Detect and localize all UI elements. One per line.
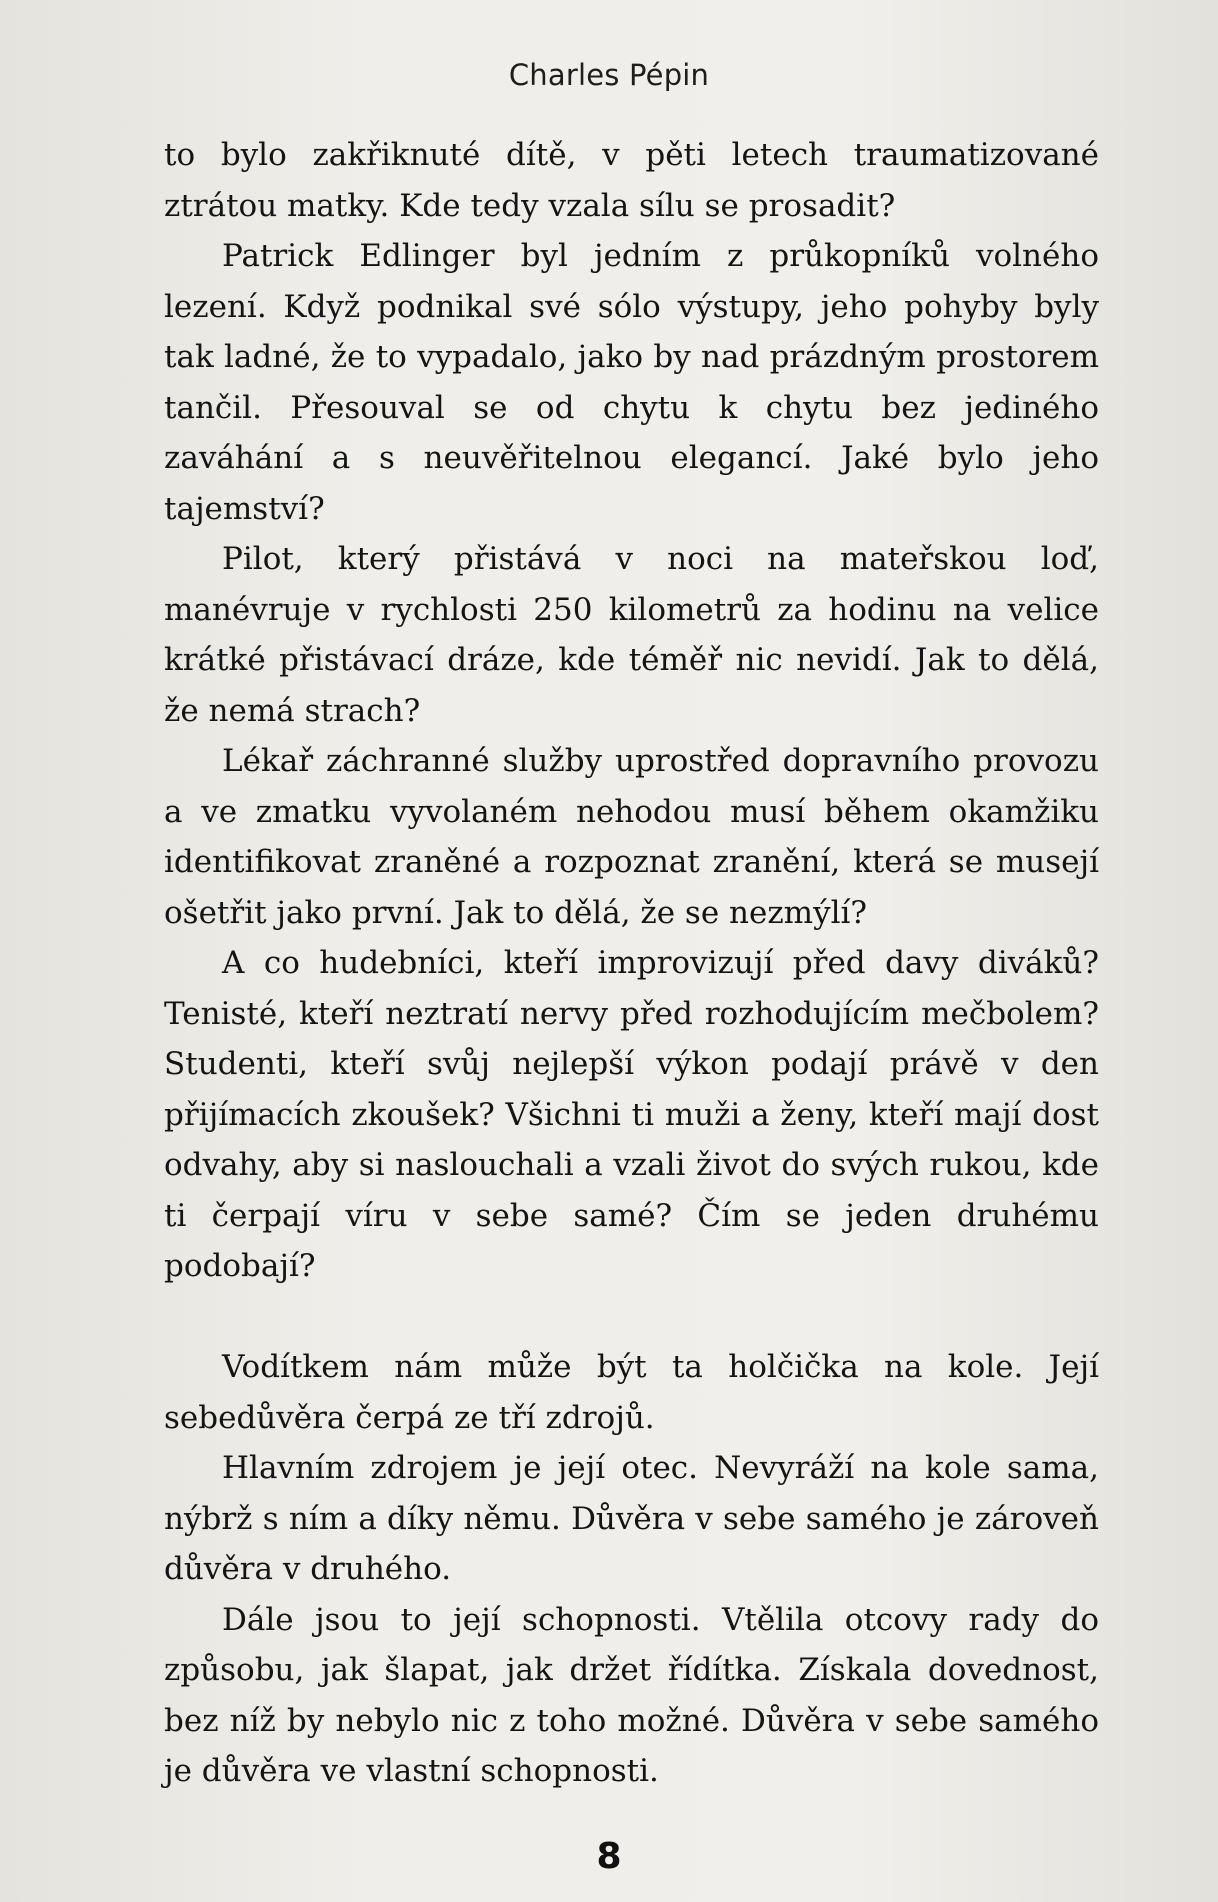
paragraph-1: to bylo zakřiknuté dítě, v pěti letech traumatizované ztrátou matky. Kde tedy vzala sílu se prosadit? <box>164 137 1099 224</box>
page-number: 8 <box>596 1836 622 1877</box>
paragraph-3: Pilot, který přistává v noci na mateřskou loď, manévruje v rychlosti 250 kilometrů za hodinu na velice krátké přistávací dráze, kde téměř nic nevidí. Jak to dělá, že nemá strach? <box>164 541 1099 729</box>
paragraph-7: Hlavním zdrojem je její otec. Nevyráží na kole sama, nýbrž s ním a díky němu. Důvěra v sebe samého je zároveň důvěra v druhého. <box>164 1450 1099 1587</box>
paragraph-2: Patrick Edlinger byl jedním z průkopníků volného lezení. Když podnikal své sólo výstupy, jeho pohyby byly tak ladné, že to vypadalo, jako by nad prázdným prostorem tančil. Přesouval se od chytu k chytu bez jediného zaváhání a s neuvěřitelnou elegancí. Jaké bylo jeho tajemství? <box>164 238 1099 527</box>
paragraph-8: Dále jsou to její schopnosti. Vtělila otcovy rady do způsobu, jak šlapat, jak držet řídítka. Získala dovednost, bez níž by nebylo nic z toho možné. Důvěra v sebe samého je důvěra ve vlastní schopnosti. <box>164 1601 1099 1789</box>
paragraph-6: Vodítkem nám může být ta holčička na kole. Její sebedůvěra čerpá ze tří zdrojů. <box>164 1349 1099 1436</box>
running-head-author: Charles Pépin <box>508 58 710 92</box>
section-break <box>164 1292 1099 1343</box>
paragraph-4: Lékař záchranné služby uprostřed dopravního provozu a ve zmatku vyvolaném nehodou musí během okamžiku identifikovat zraněné a rozpoznat zranění, která se musejí ošetřit jako první. Jak to dělá, že se nezmýlí? <box>164 743 1099 931</box>
body-text <box>164 130 1099 1797</box>
paragraph-5: A co hudebníci, kteří improvizují před davy diváků? Tenisté, kteří neztratí nervy před rozhodujícím mečbolem? Studenti, kteří svůj nejlepší výkon podají právě v den přijímacích zkoušek? Všichni ti muži a ženy, kteří mají dost odvahy, aby si naslouchali a vzali život do svých rukou, kde ti čerpají víru v sebe samé? Čím se jeden druhému podobají? <box>164 945 1099 1284</box>
